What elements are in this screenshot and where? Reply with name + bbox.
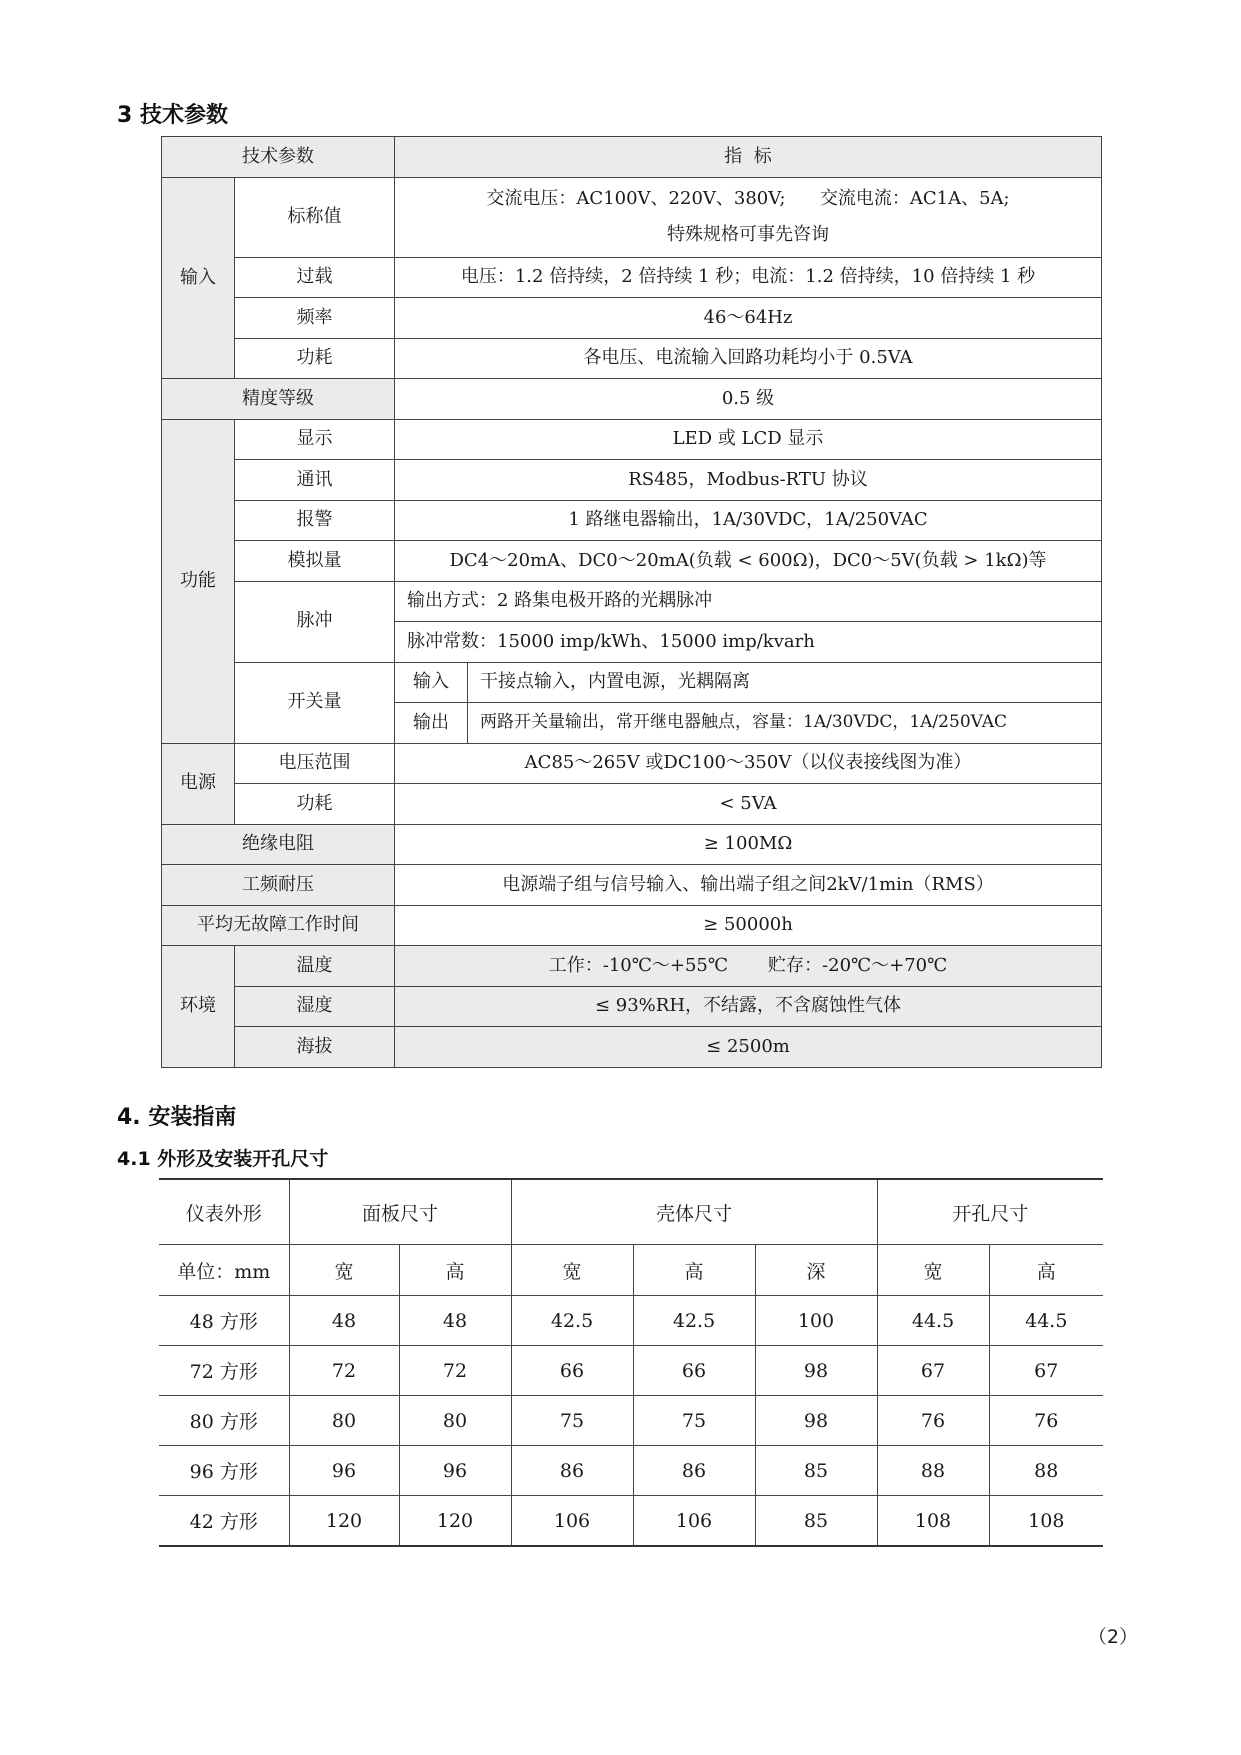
table-row xyxy=(159,1346,1103,1396)
table-row xyxy=(162,257,1102,298)
table-row xyxy=(162,946,1102,987)
row-cell: 85 xyxy=(755,1496,877,1547)
table-row xyxy=(162,1027,1102,1068)
overload-value: 电压：1.2 倍持续，2 倍持续 1 秒；电流：1.2 倍持续，10 倍持续 1 秒 xyxy=(395,257,1102,298)
row-cell: 120 xyxy=(289,1496,399,1547)
input-power-value: 各电压、电流输入回路功耗均小于 0.5VA xyxy=(395,338,1102,379)
row-cell: 106 xyxy=(633,1496,755,1547)
row-cell: 66 xyxy=(633,1346,755,1396)
table-row xyxy=(162,419,1102,460)
mtbf-label: 平均无故障工作时间 xyxy=(162,905,395,946)
nominal-line-1: 交流电压：AC100V、220V、380V; 交流电流：AC1A、5A; xyxy=(486,188,1010,209)
comm-label: 通讯 xyxy=(235,460,395,501)
table-row xyxy=(162,460,1102,501)
row-cell: 67 xyxy=(877,1346,989,1396)
consume-value: < 5VA xyxy=(395,784,1102,825)
nominal-value xyxy=(395,177,1102,257)
withstand-value: 电源端子组与信号输入、输出端子组之间2kV/1min（RMS） xyxy=(395,865,1102,906)
row-cell: 42 方形 xyxy=(159,1496,289,1547)
freq-label: 频率 xyxy=(235,298,395,339)
withstand-label: 工频耐压 xyxy=(162,865,395,906)
pulse-line-1: 输出方式：2 路集电极开路的光耦脉冲 xyxy=(395,581,1102,622)
row-cell: 75 xyxy=(511,1396,633,1446)
row-cell: 72 方形 xyxy=(159,1346,289,1396)
unit-col: 高 xyxy=(399,1245,511,1296)
row-cell: 98 xyxy=(755,1396,877,1446)
row-cell: 76 xyxy=(989,1396,1103,1446)
mtbf-value: ≥ 50000h xyxy=(395,905,1102,946)
temp-label: 温度 xyxy=(235,946,395,987)
row-cell: 48 xyxy=(399,1296,511,1346)
table-row xyxy=(159,1296,1103,1346)
unit-col: 宽 xyxy=(511,1245,633,1296)
table-row xyxy=(162,298,1102,339)
unit-col: 高 xyxy=(989,1245,1103,1296)
input-group-label: 输入 xyxy=(162,177,235,379)
temp-value: 工作：-10℃～+55℃ 贮存：-20℃～+70℃ xyxy=(395,946,1102,987)
table-row xyxy=(162,662,1102,703)
analog-label: 模拟量 xyxy=(235,541,395,582)
row-cell: 80 xyxy=(399,1396,511,1446)
function-group-label: 功能 xyxy=(162,419,235,743)
tech-spec-table xyxy=(161,136,1102,1068)
insulation-value: ≥ 100MΩ xyxy=(395,824,1102,865)
alarm-label: 报警 xyxy=(235,500,395,541)
page-number: （2） xyxy=(1087,1626,1138,1648)
head-shape: 仪表外形 xyxy=(159,1179,289,1245)
section-3-title: 3 技术参数 xyxy=(117,103,228,128)
insulation-label: 绝缘电阻 xyxy=(162,824,395,865)
consume-label: 功耗 xyxy=(235,784,395,825)
switch-out-label: 输出 xyxy=(395,703,468,744)
row-cell: 98 xyxy=(755,1346,877,1396)
pulse-line-2: 脉冲常数：15000 imp/kWh、15000 imp/kvarh xyxy=(395,622,1102,663)
accuracy-value: 0.5 级 xyxy=(395,379,1102,420)
power-group-label: 电源 xyxy=(162,743,235,824)
unit-col: 宽 xyxy=(289,1245,399,1296)
row-cell: 88 xyxy=(989,1446,1103,1496)
row-cell: 48 xyxy=(289,1296,399,1346)
row-cell: 72 xyxy=(289,1346,399,1396)
table-row xyxy=(159,1245,1103,1296)
unit-col: 高 xyxy=(633,1245,755,1296)
head-cutout: 开孔尺寸 xyxy=(877,1179,1103,1245)
header-param: 技术参数 xyxy=(162,137,395,178)
unit-label: 单位：mm xyxy=(159,1245,289,1296)
freq-value: 46～64Hz xyxy=(395,298,1102,339)
humidity-label: 湿度 xyxy=(235,986,395,1027)
table-row xyxy=(162,137,1102,178)
switch-out-value: 两路开关量输出，常开继电器触点，容量：1A/30VDC，1A/250VAC xyxy=(468,703,1102,744)
table-row xyxy=(159,1496,1103,1547)
row-cell: 86 xyxy=(511,1446,633,1496)
section-4-title: 4. 安装指南 xyxy=(117,1105,237,1130)
row-cell: 44.5 xyxy=(989,1296,1103,1346)
unit-col: 深 xyxy=(755,1245,877,1296)
row-cell: 120 xyxy=(399,1496,511,1547)
table-row xyxy=(162,500,1102,541)
row-cell: 76 xyxy=(877,1396,989,1446)
row-cell: 88 xyxy=(877,1446,989,1496)
altitude-value: ≤ 2500m xyxy=(395,1027,1102,1068)
head-case: 壳体尺寸 xyxy=(511,1179,877,1245)
table-row xyxy=(162,581,1102,622)
header-index: 指 标 xyxy=(395,137,1102,178)
alarm-value: 1 路继电器输出，1A/30VDC，1A/250VAC xyxy=(395,500,1102,541)
row-cell: 80 xyxy=(289,1396,399,1446)
row-cell: 75 xyxy=(633,1396,755,1446)
overload-label: 过载 xyxy=(235,257,395,298)
row-cell: 96 方形 xyxy=(159,1446,289,1496)
row-cell: 80 方形 xyxy=(159,1396,289,1446)
table-row xyxy=(162,177,1102,257)
table-row xyxy=(162,824,1102,865)
input-power-label: 功耗 xyxy=(235,338,395,379)
nominal-label: 标称值 xyxy=(235,177,395,257)
pulse-label: 脉冲 xyxy=(235,581,395,662)
row-cell: 96 xyxy=(289,1446,399,1496)
nominal-line-2: 特殊规格可事先咨询 xyxy=(667,224,829,245)
table-row xyxy=(162,541,1102,582)
row-cell: 44.5 xyxy=(877,1296,989,1346)
head-panel: 面板尺寸 xyxy=(289,1179,511,1245)
section-4-1-title: 4.1 外形及安装开孔尺寸 xyxy=(117,1148,329,1170)
dimension-table xyxy=(159,1178,1103,1547)
row-cell: 72 xyxy=(399,1346,511,1396)
row-cell: 86 xyxy=(633,1446,755,1496)
table-row xyxy=(162,865,1102,906)
row-cell: 100 xyxy=(755,1296,877,1346)
row-cell: 106 xyxy=(511,1496,633,1547)
row-cell: 66 xyxy=(511,1346,633,1396)
humidity-value: ≤ 93%RH，不结露，不含腐蚀性气体 xyxy=(395,986,1102,1027)
display-value: LED 或 LCD 显示 xyxy=(395,419,1102,460)
row-cell: 42.5 xyxy=(511,1296,633,1346)
table-row xyxy=(162,379,1102,420)
switch-label: 开关量 xyxy=(235,662,395,743)
altitude-label: 海拔 xyxy=(235,1027,395,1068)
row-cell: 48 方形 xyxy=(159,1296,289,1346)
analog-value: DC4～20mA、DC0～20mA(负载 < 600Ω)，DC0～5V(负载 > 1kΩ)等 xyxy=(395,541,1102,582)
accuracy-label: 精度等级 xyxy=(162,379,395,420)
switch-in-value: 干接点输入，内置电源，光耦隔离 xyxy=(468,662,1102,703)
display-label: 显示 xyxy=(235,419,395,460)
table-row xyxy=(162,905,1102,946)
comm-value: RS485，Modbus-RTU 协议 xyxy=(395,460,1102,501)
row-cell: 108 xyxy=(989,1496,1103,1547)
range-label: 电压范围 xyxy=(235,743,395,784)
table-row xyxy=(162,338,1102,379)
switch-in-label: 输入 xyxy=(395,662,468,703)
table-row xyxy=(162,986,1102,1027)
table-row xyxy=(162,743,1102,784)
row-cell: 42.5 xyxy=(633,1296,755,1346)
row-cell: 67 xyxy=(989,1346,1103,1396)
row-cell: 96 xyxy=(399,1446,511,1496)
table-row xyxy=(162,784,1102,825)
env-group-label: 环境 xyxy=(162,946,235,1068)
table-row xyxy=(159,1179,1103,1245)
table-row xyxy=(159,1396,1103,1446)
range-value: AC85～265V 或DC100～350V（以仪表接线图为准） xyxy=(395,743,1102,784)
unit-col: 宽 xyxy=(877,1245,989,1296)
row-cell: 85 xyxy=(755,1446,877,1496)
table-row xyxy=(159,1446,1103,1496)
row-cell: 108 xyxy=(877,1496,989,1547)
